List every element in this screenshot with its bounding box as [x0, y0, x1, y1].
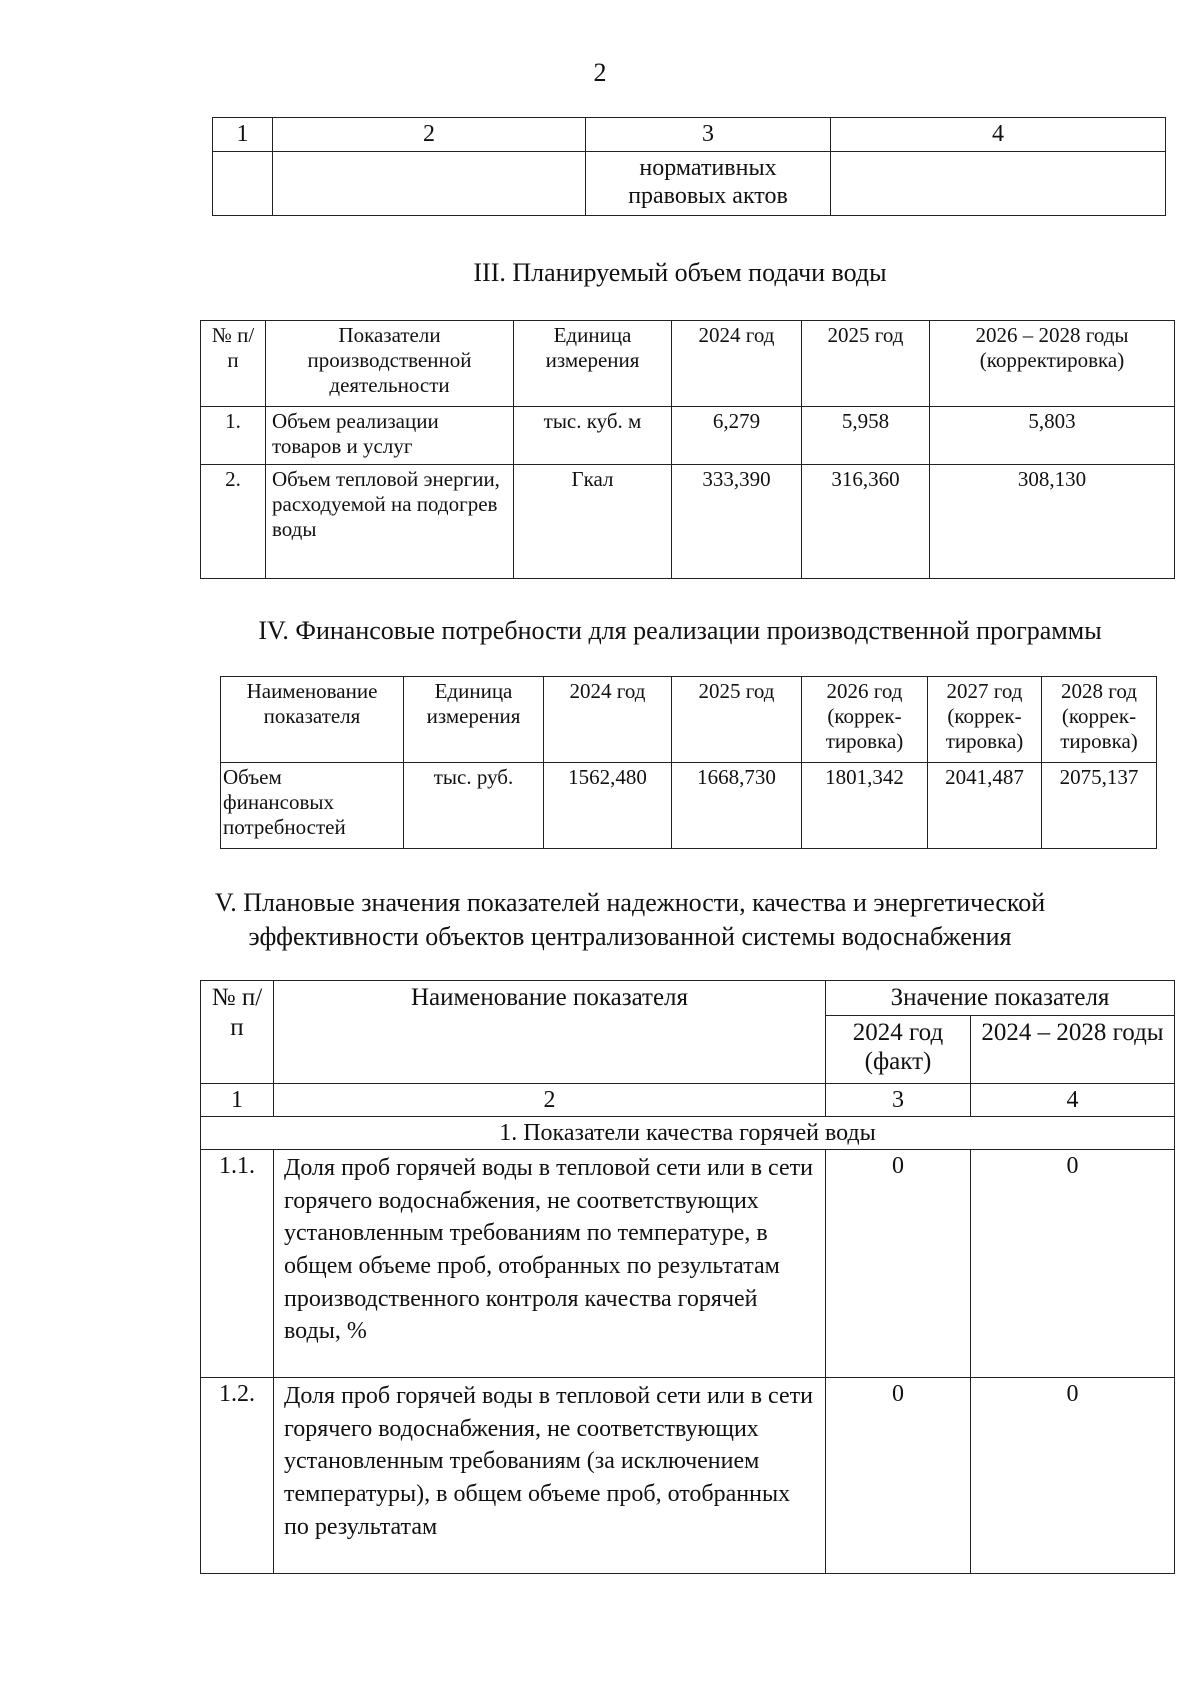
row-unit: тыс. руб. — [404, 763, 544, 849]
section-5-title-line-1: V. Плановые значения показателей надежности, качества и энергетической — [214, 888, 1046, 917]
table-cell — [213, 152, 273, 216]
row-value-2026-2028: 308,130 — [930, 465, 1175, 579]
row-value-2025: 1668,730 — [672, 763, 802, 849]
header-2024: 2024 год — [672, 321, 802, 407]
table-cell — [273, 152, 586, 216]
row-value-2024: 0 — [826, 1378, 971, 1574]
row-value-2026-2028: 5,803 — [930, 407, 1175, 465]
header-2028: 2028 год (коррек-тировка) — [1042, 677, 1157, 763]
header-2026-2028: 2026 – 2028 годы (корректировка) — [930, 321, 1175, 407]
financial-needs-table — [220, 676, 1157, 849]
header-name: Наименование показателя — [221, 677, 404, 763]
row-indicator: Доля проб горячей воды в тепловой сети или в сети горячего водоснабжения, не соответствующих установленным требованиям по температуре, в общем объеме проб, отобранных по результатам производственного контроля качества горячей воды, % — [274, 1150, 826, 1378]
header-2024: 2024 год — [544, 677, 672, 763]
table-cell: нормативных правовых актов — [586, 152, 831, 216]
header-2025: 2025 год — [672, 677, 802, 763]
row-num: 1.2. — [201, 1378, 274, 1574]
row-value-2028: 2075,137 — [1042, 763, 1157, 849]
col-number: 1 — [201, 1083, 274, 1116]
row-value-2026: 1801,342 — [802, 763, 928, 849]
row-num: 1. — [201, 407, 266, 465]
header-value: Значение показателя — [826, 981, 1175, 1016]
col-number: 2 — [274, 1083, 826, 1116]
col-3-header: 3 — [586, 118, 831, 152]
table-row — [201, 407, 1175, 465]
water-supply-table — [200, 320, 1175, 579]
table-row — [221, 763, 1157, 849]
row-num: 2. — [201, 465, 266, 579]
row-name: Объем финансовых потребностей — [221, 763, 404, 849]
group-header: 1. Показатели качества горячей воды — [201, 1116, 1175, 1149]
row-value-2024: 333,390 — [672, 465, 802, 579]
row-value-2027: 2041,487 — [928, 763, 1042, 849]
header-2024-2028: 2024 – 2028 годы — [971, 1015, 1175, 1083]
row-indicator: Объем тепловой энергии, расходуемой на подогрев воды — [266, 465, 514, 579]
row-value-2025: 316,360 — [802, 465, 930, 579]
header-name: Наименование показателя — [274, 981, 826, 1084]
col-number: 3 — [826, 1083, 971, 1116]
header-num: № п/п — [201, 981, 274, 1084]
col-1-header: 1 — [213, 118, 273, 152]
page-number: 2 — [593, 58, 607, 87]
row-num: 1.1. — [201, 1150, 274, 1378]
row-indicator: Объем реализации товаров и услуг — [266, 407, 514, 465]
row-value-2024: 6,279 — [672, 407, 802, 465]
table-row — [201, 465, 1175, 579]
header-2027: 2027 год (коррек-тировка) — [928, 677, 1042, 763]
row-value-2024-2028: 0 — [971, 1150, 1175, 1378]
table-cell — [831, 152, 1166, 216]
row-value-2024-2028: 0 — [971, 1378, 1175, 1574]
col-2-header: 2 — [273, 118, 586, 152]
header-2026: 2026 год (коррек-тировка) — [802, 677, 928, 763]
header-indicator: Показатели производственной деятельности — [266, 321, 514, 407]
table-row — [201, 1378, 1175, 1574]
header-num: № п/п — [201, 321, 266, 407]
table-row — [201, 1150, 1175, 1378]
header-unit: Единица измерения — [404, 677, 544, 763]
indicators-table — [200, 980, 1175, 1574]
col-4-header: 4 — [831, 118, 1166, 152]
section-4-title: IV. Финансовые потребности для реализации производственной программы — [258, 616, 1102, 645]
row-indicator: Доля проб горячей воды в тепловой сети или в сети горячего водоснабжения, не соответствующих установленным требованиям (за исключением температуры), в общем объеме проб, отобранных по результатам — [274, 1378, 826, 1574]
header-2024-fact: 2024 год (факт) — [826, 1015, 971, 1083]
header-2025: 2025 год — [802, 321, 930, 407]
header-unit: Единица измерения — [514, 321, 672, 407]
continuation-table — [212, 117, 1166, 216]
row-unit: Гкал — [514, 465, 672, 579]
section-3-title: III. Планируемый объем подачи воды — [473, 258, 887, 287]
col-number: 4 — [971, 1083, 1175, 1116]
row-value-2024: 1562,480 — [544, 763, 672, 849]
row-value-2025: 5,958 — [802, 407, 930, 465]
section-5-title-line-2: эффективности объектов централизованной системы водоснабжения — [248, 922, 1012, 951]
row-value-2024: 0 — [826, 1150, 971, 1378]
row-unit: тыс. куб. м — [514, 407, 672, 465]
